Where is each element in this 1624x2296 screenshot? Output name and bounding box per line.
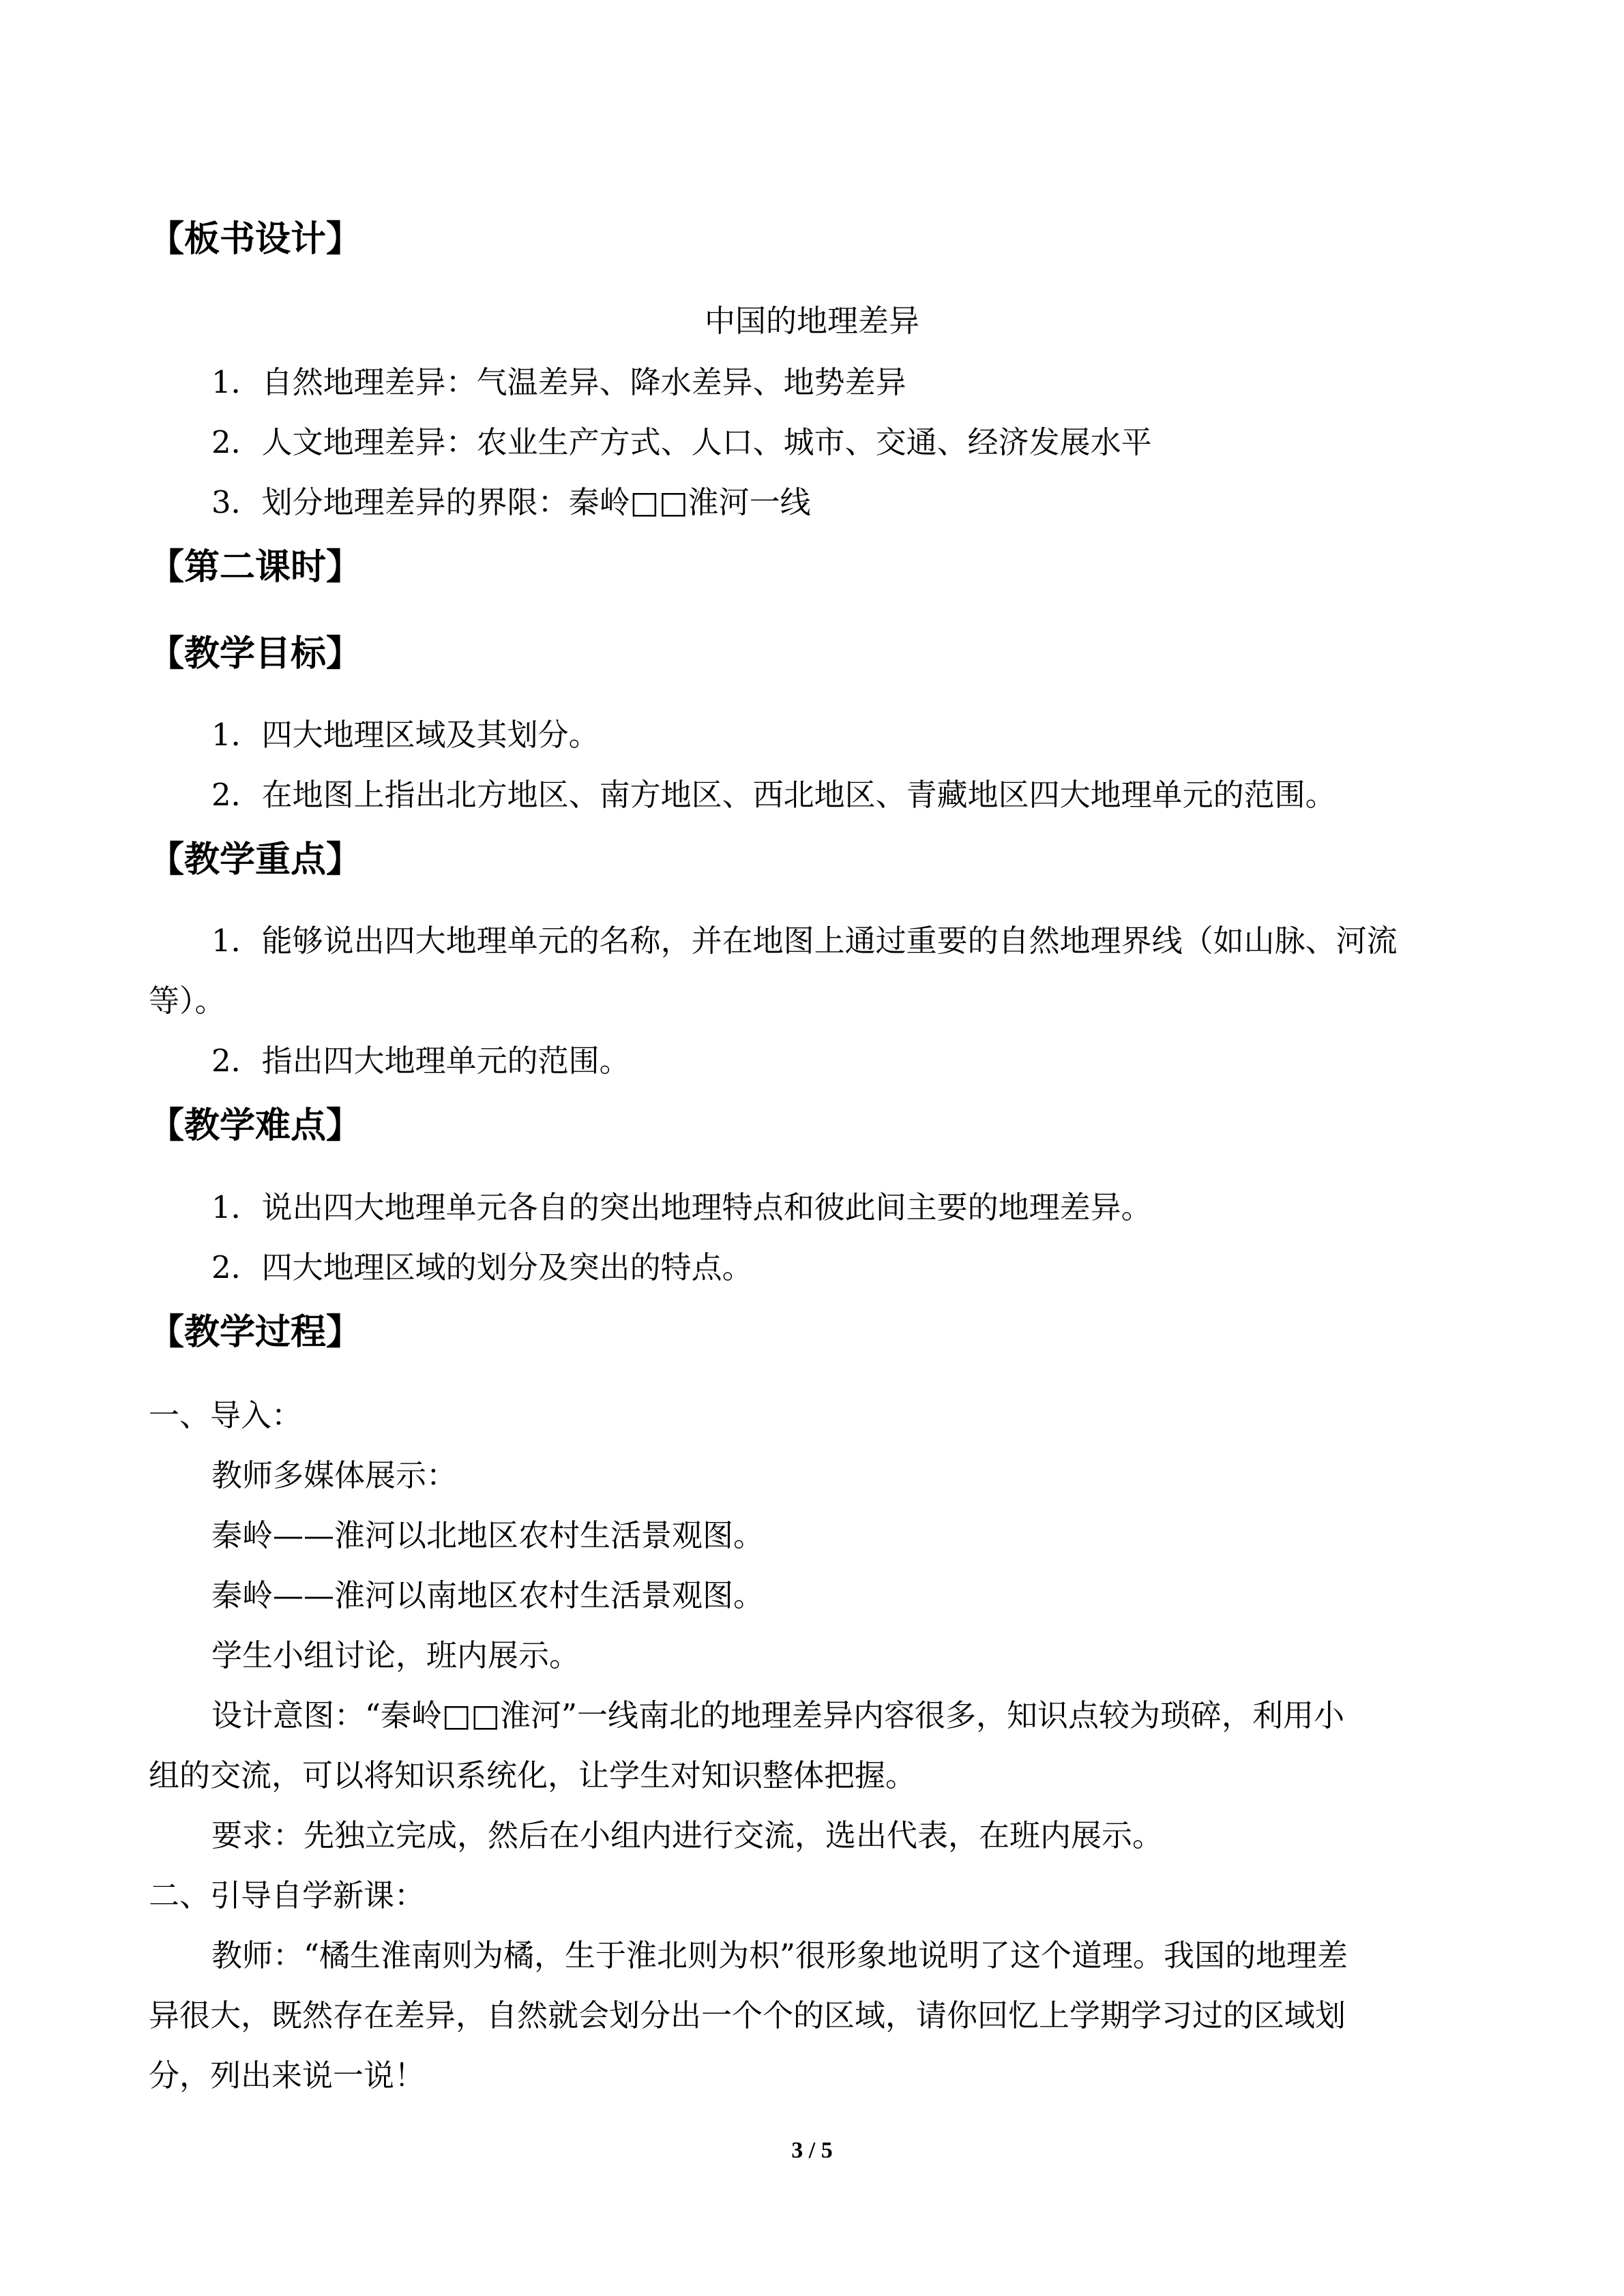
guide-title: 二、引导自学新课：: [149, 1877, 426, 1913]
key-point-1-line2: 等）。: [149, 983, 226, 1019]
key-points-heading: 【教学重点】: [149, 839, 362, 880]
design-intent-line2: 组的交流，可以将知识系统化，让学生对知识整体把握。: [149, 1757, 917, 1793]
board-item-3: 3．划分地理差异的界限：秦岭□□淮河一线: [211, 484, 811, 520]
difficulties-heading: 【教学难点】: [149, 1105, 362, 1146]
key-point-1-line1: 1．能够说出四大地理单元的名称，并在地图上通过重要的自然地理界线（如山脉、河流: [211, 923, 1398, 959]
teacher-line2: 异很大，既然存在差异，自然就会划分出一个个的区域，请你回忆上学期学习过的区域划: [149, 1997, 1346, 2033]
board-design-heading: 【板书设计】: [149, 218, 362, 260]
difficulty-2: 2．四大地理区域的划分及突出的特点。: [211, 1249, 753, 1285]
design-intent-line1: 设计意图：“秦岭□□淮河”一线南北的地理差异内容很多，知识点较为琐碎，利用小: [211, 1697, 1345, 1733]
key-point-2: 2．指出四大地理单元的范围。: [211, 1043, 630, 1079]
objectives-heading: 【教学目标】: [149, 633, 362, 674]
teacher-line1: 教师：“橘生淮南则为橘，生于淮北则为枳”很形象地说明了这个道理。我国的地理差: [211, 1937, 1348, 1973]
intro-title: 一、导入：: [149, 1397, 303, 1433]
difficulty-1: 1．说出四大地理单元各自的突出地理特点和彼此间主要的地理差异。: [211, 1189, 1152, 1225]
second-lesson-heading: 【第二课时】: [149, 546, 362, 588]
process-heading: 【教学过程】: [149, 1311, 362, 1353]
intro-line-4: 学生小组讨论，班内展示。: [211, 1637, 580, 1673]
page-number: 3 / 5: [791, 2138, 833, 2163]
intro-line-1: 教师多媒体展示：: [211, 1457, 458, 1493]
board-item-1: 1．自然地理差异：气温差异、降水差异、地势差异: [211, 364, 906, 400]
intro-line-2: 秦岭——淮河以北地区农村生活景观图。: [211, 1517, 765, 1553]
intro-line-3: 秦岭——淮河以南地区农村生活景观图。: [211, 1577, 765, 1613]
requirement-line: 要求：先独立完成，然后在小组内进行交流，选出代表，在班内展示。: [211, 1817, 1164, 1853]
objective-item-2: 2．在地图上指出北方地区、南方地区、西北地区、青藏地区四大地理单元的范围。: [211, 777, 1336, 813]
board-design-title: 中国的地理差异: [704, 303, 919, 339]
teacher-line3: 分，列出来说一说！: [149, 2057, 426, 2093]
board-item-2: 2．人文地理差异：农业生产方式、人口、城市、交通、经济发展水平: [211, 424, 1152, 460]
objective-item-1: 1．四大地理区域及其划分。: [211, 717, 600, 753]
